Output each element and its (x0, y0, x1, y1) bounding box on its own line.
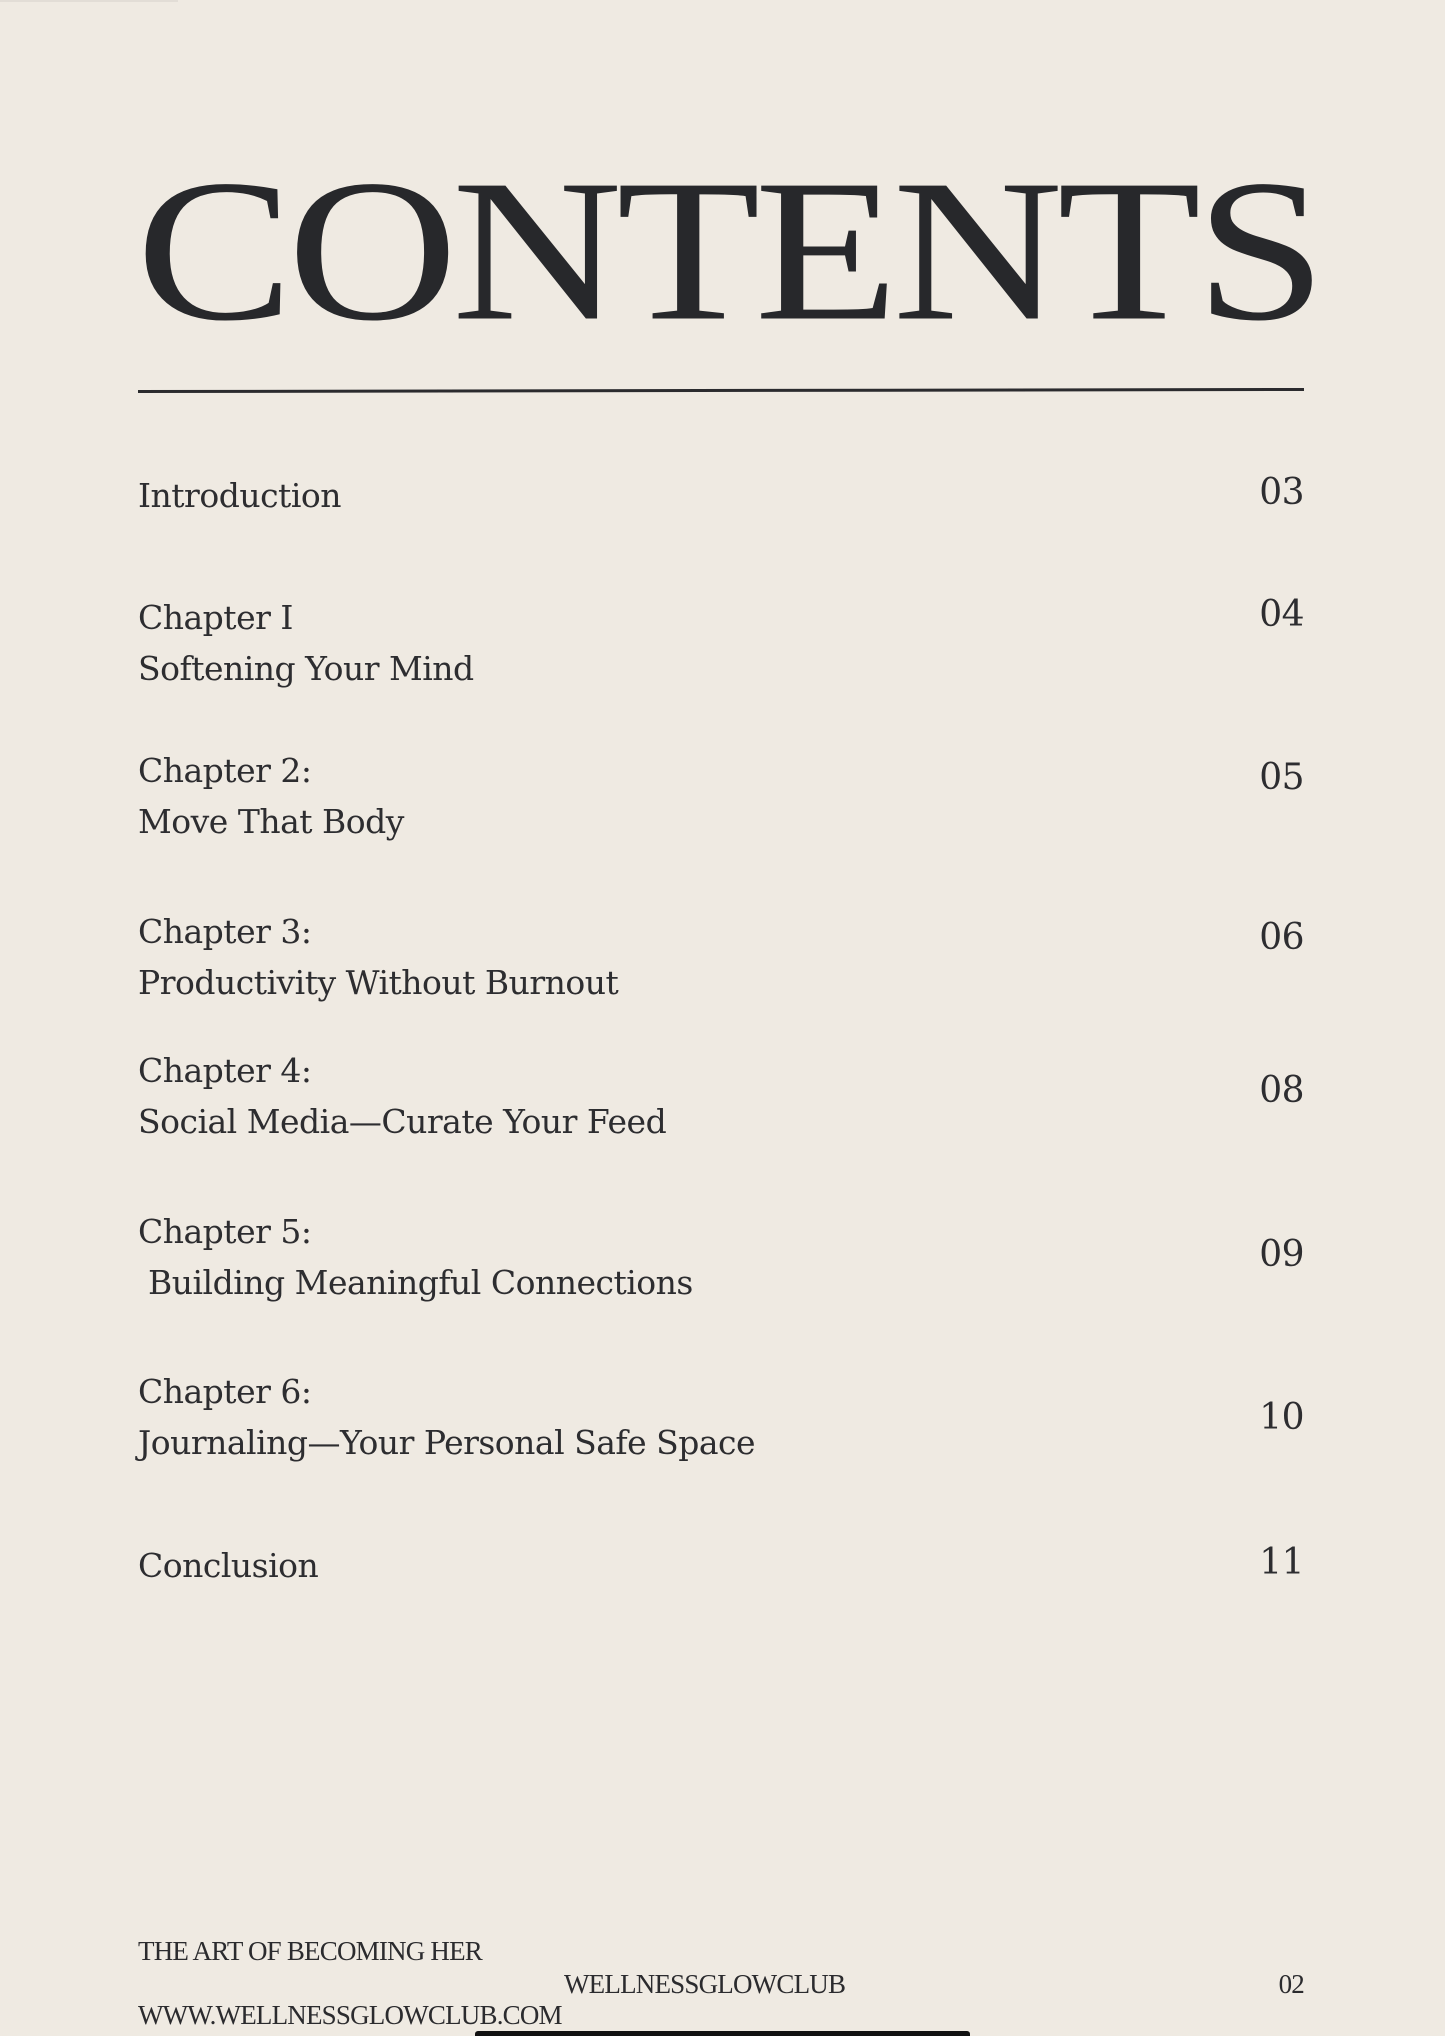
toc-entry-chapter-title: Building Meaningful Connections (138, 1263, 693, 1302)
toc-entry-chapter-title: Journaling—Your Personal Safe Space (138, 1423, 756, 1462)
footer-book-title: THE ART OF BECOMING HER (138, 1936, 483, 1966)
toc-entry-chapter-label: Chapter I (138, 598, 293, 637)
toc-entry-page: 03 (1259, 472, 1304, 513)
page-title: CONTENTS (136, 138, 1321, 364)
toc-entry-chapter-2[interactable] (138, 745, 1304, 847)
top-edge-mark (0, 0, 178, 2)
footer-brand: WELLNESSGLOWCLUB (564, 1969, 846, 1999)
toc-entry-page: 11 (1259, 1542, 1304, 1583)
toc-entry-label: Introduction (138, 476, 341, 515)
toc-entry-chapter-title: Softening Your Mind (138, 649, 474, 688)
toc-entry-page: 04 (1259, 594, 1304, 635)
toc-entry-page: 09 (1259, 1234, 1304, 1275)
toc-entry-chapter-title: Move That Body (138, 802, 404, 841)
toc-entry-chapter-label: Chapter 4: (138, 1051, 312, 1090)
toc-entry-chapter-title: Social Media—Curate Your Feed (138, 1102, 667, 1141)
toc-entry-introduction[interactable] (138, 470, 1304, 521)
toc-entry-chapter-label: Chapter 6: (138, 1372, 312, 1411)
title-divider (138, 388, 1304, 393)
bottom-scroll-indicator (475, 2031, 970, 2036)
toc-entry-page: 10 (1259, 1397, 1304, 1438)
toc-entry-page: 08 (1259, 1070, 1304, 1111)
toc-entry-page: 05 (1259, 757, 1304, 798)
toc-entry-chapter-label: Chapter 3: (138, 912, 312, 951)
toc-entry-chapter-1[interactable] (138, 592, 1304, 694)
toc-entry-chapter-6[interactable] (138, 1366, 1304, 1468)
toc-entry-chapter-3[interactable] (138, 906, 1304, 1008)
toc-entry-page: 06 (1259, 917, 1304, 958)
toc-entry-conclusion[interactable] (138, 1540, 1304, 1591)
toc-entry-chapter-4[interactable] (138, 1045, 1304, 1147)
toc-entry-chapter-title: Productivity Without Burnout (138, 963, 619, 1002)
toc-entry-chapter-label: Chapter 5: (138, 1212, 312, 1251)
toc-entry-chapter-label: Chapter 2: (138, 751, 312, 790)
toc-entry-chapter-5[interactable] (138, 1206, 1304, 1308)
toc-entry-label: Conclusion (138, 1546, 319, 1585)
footer-page-number: 02 (1278, 1969, 1304, 1999)
footer-website[interactable]: WWW.WELLNESSGLOWCLUB.COM (138, 2000, 562, 2030)
